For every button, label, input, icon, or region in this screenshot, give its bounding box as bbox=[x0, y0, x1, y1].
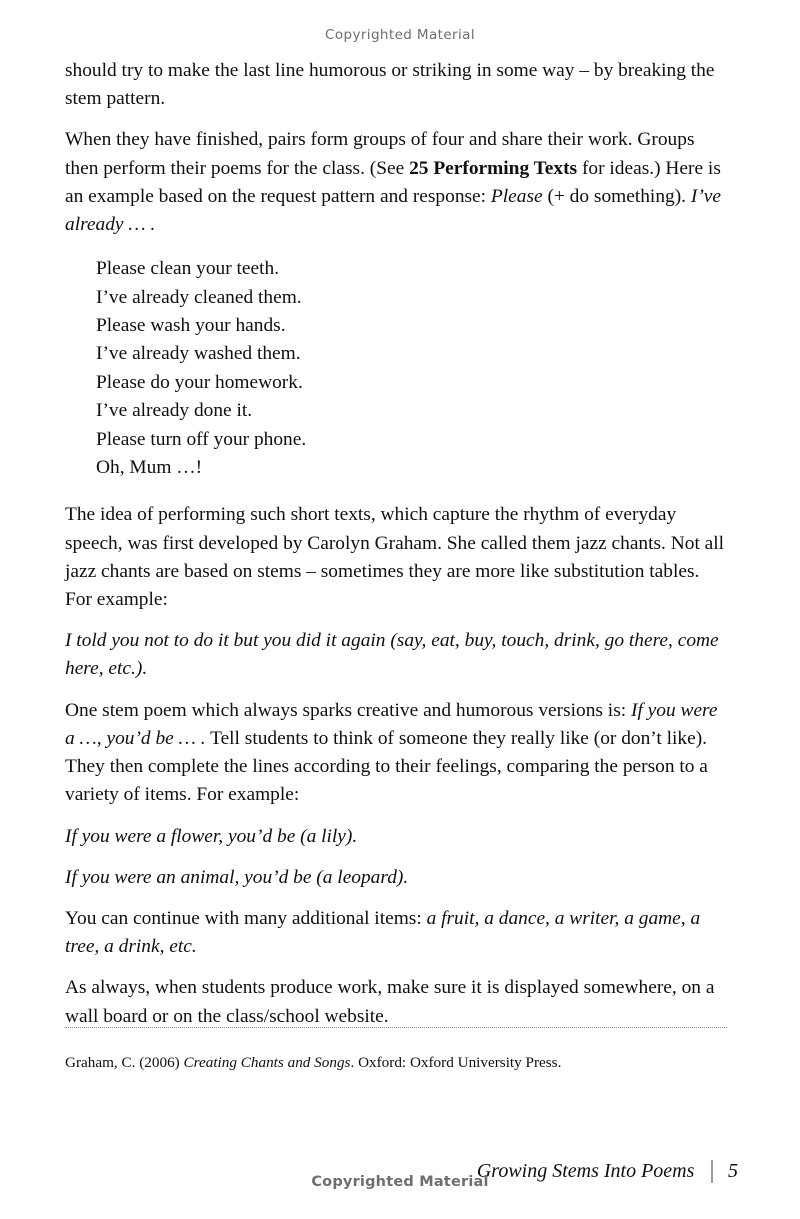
paragraph-additional-items bbox=[65, 905, 727, 961]
copyright-watermark-bottom: Copyrighted Material bbox=[311, 1174, 489, 1190]
paragraph-text-part: Tell students to think of someone they really like (or don’t like). They then complete the lines according to their feelings, comparing the person to a variety of items. For example: bbox=[65, 727, 708, 806]
paragraph-stem-poem bbox=[65, 697, 727, 810]
example-italic-already: I’ve already … . bbox=[65, 185, 722, 236]
paragraph-example-flower bbox=[65, 823, 727, 851]
poem-line: I’ve already cleaned them. bbox=[96, 286, 302, 308]
citation-text-part: Graham, C. (2006) bbox=[65, 1054, 184, 1071]
poem-line: Please wash your hands. bbox=[96, 315, 286, 337]
paragraph-text-part: (+ do something). bbox=[542, 185, 691, 207]
stem-pattern-italic: If you were a …, you’d be … . bbox=[65, 699, 718, 749]
footnote-divider-rule bbox=[65, 1027, 727, 1028]
paragraph-text: The idea of performing such short texts, which capture the rhythm of everyday speech, was first developed by Carolyn Graham. She called them jazz chants. Not all jazz chants are based on stems – sometimes they are more like substitution tables. For example: bbox=[65, 504, 725, 611]
paragraph-substitution-example bbox=[65, 627, 727, 683]
paragraph-text: As always, when students produce work, make sure it is displayed somewhere, on a wall board or on the class/school website. bbox=[65, 977, 715, 1027]
paragraph-text-part: One stem poem which always sparks creative and humorous versions is: bbox=[65, 699, 631, 721]
paragraph-text: If you were an animal, you’d be (a leopard). bbox=[65, 866, 409, 888]
poem-line: Please do your homework. bbox=[96, 371, 303, 393]
paragraph-jazz-chants bbox=[65, 501, 727, 614]
paragraph-example-animal bbox=[65, 864, 727, 892]
paragraph-text-part: You can continue with many additional items: bbox=[65, 907, 427, 929]
example-italic-please: Please bbox=[490, 185, 543, 207]
citation-text-part: . Oxford: Oxford University Press. bbox=[350, 1054, 562, 1071]
poem-line: Oh, Mum …! bbox=[96, 457, 203, 479]
paragraph-text-part: for ideas.) Here is an example based on the request pattern and response: bbox=[65, 157, 721, 207]
additional-items-italic: a fruit, a dance, a writer, a game, a tree, a drink, etc. bbox=[65, 907, 701, 958]
poem-line: Please clean your teeth. bbox=[96, 258, 280, 280]
page-number: 5 bbox=[728, 1160, 738, 1182]
reference-citation bbox=[65, 1052, 745, 1074]
citation-title-italic: Creating Chants and Songs bbox=[183, 1054, 351, 1071]
poem-line: I’ve already done it. bbox=[96, 400, 253, 422]
paragraph-group-work bbox=[65, 126, 727, 239]
poem-example-block bbox=[65, 255, 727, 482]
paragraph-text: If you were a flower, you’d be (a lily). bbox=[65, 825, 358, 847]
paragraph-text-part: When they have finished, pairs form groups of four and share their work. Groups then perform their poems for the class. (See bbox=[65, 129, 695, 179]
paragraph-text: I told you not to do it but you did it again (say, eat, buy, touch, drink, go there, come here, etc.). bbox=[65, 630, 719, 680]
text-column bbox=[65, 57, 727, 1031]
copyright-watermark-top: Copyrighted Material bbox=[325, 27, 475, 43]
paragraph-continuation bbox=[65, 57, 727, 113]
paragraph-text: should try to make the last line humorous or striking in some way – by breaking the stem pattern. bbox=[65, 60, 715, 110]
poem-line: I’ve already washed them. bbox=[96, 343, 301, 365]
paragraph-display-work bbox=[65, 974, 727, 1030]
chapter-title: Growing Stems Into Poems bbox=[476, 1160, 695, 1182]
cross-reference-bold: 25 Performing Texts bbox=[409, 157, 578, 179]
poem-line: Please turn off your phone. bbox=[96, 428, 307, 450]
